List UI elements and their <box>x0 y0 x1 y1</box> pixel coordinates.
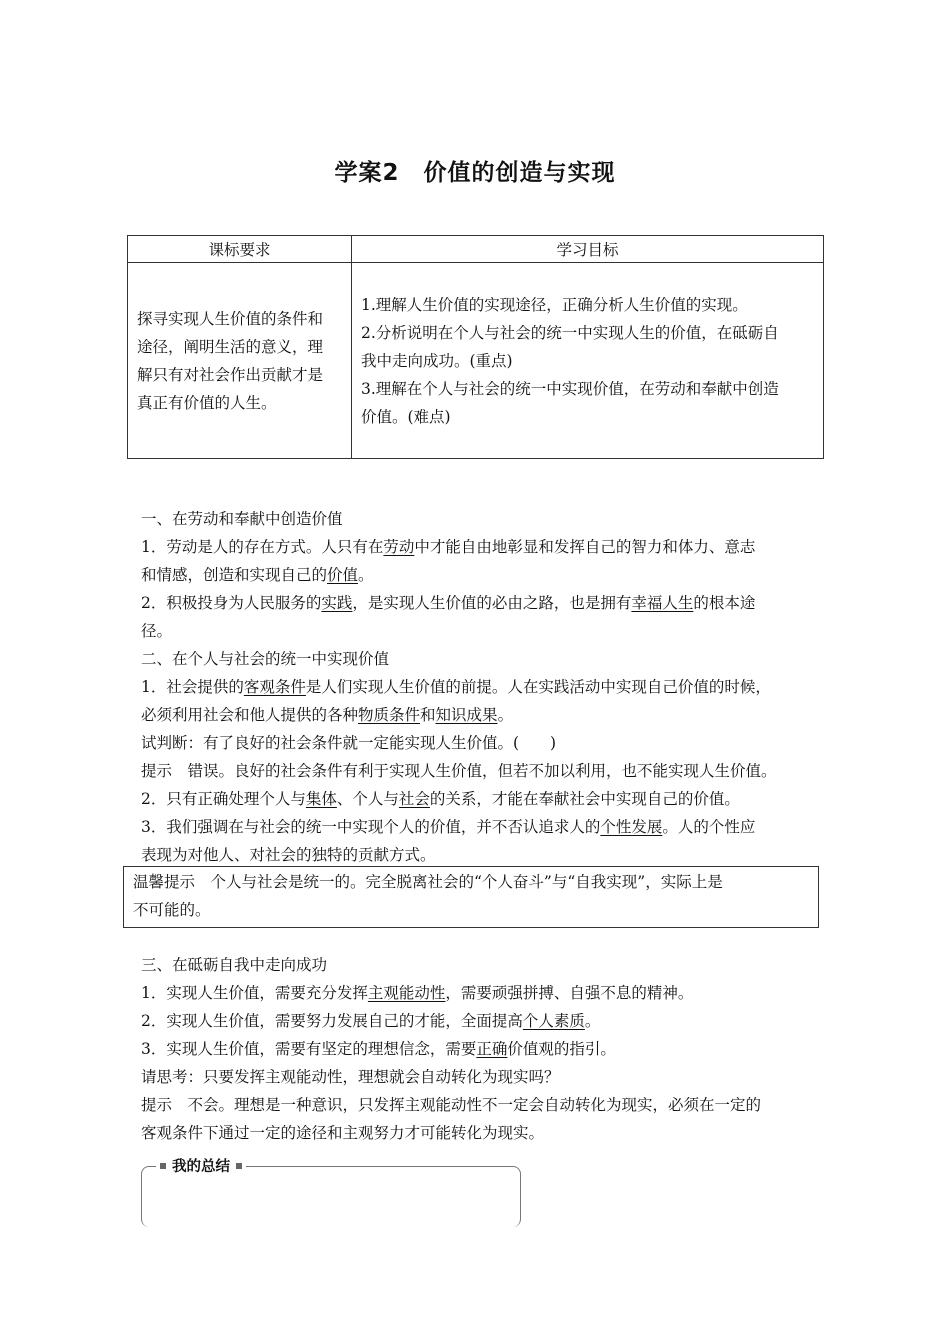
goal-line: 我中走向成功。(重点) <box>361 351 513 370</box>
blank-answer: 幸福人生 <box>631 594 694 612</box>
summary-header <box>156 1155 246 1176</box>
square-bullet-icon <box>160 1163 166 1169</box>
section3-line: 2．实现人生价值，需要努力发展自己的才能，全面提高个人素质。 <box>141 1012 601 1030</box>
table-header-standard: 课标要求 <box>128 236 352 263</box>
section1-line: 2．积极投身为人民服务的实践，是实现人生价值的必由之路，也是拥有幸福人生的根本途 <box>141 594 756 612</box>
goal-line: 3.理解在个人与社会的统一中实现价值，在劳动和奉献中创造 <box>361 379 779 398</box>
standard-line: 真正有价值的人生。 <box>137 393 277 412</box>
goal-line: 2.分析说明在个人与社会的统一中实现人生的价值，在砥砺自 <box>361 323 779 342</box>
standard-cell <box>128 263 352 459</box>
blank-answer: 物质条件 <box>358 706 421 724</box>
section3-heading: 三、在砥砺自我中走向成功 <box>141 956 328 974</box>
requirements-table <box>127 235 824 459</box>
section3-line: 1．实现人生价值，需要充分发挥主观能动性，需要顽强拼搏、自强不息的精神。 <box>141 984 694 1002</box>
standard-line: 探寻实现人生价值的条件和 <box>137 309 324 328</box>
section2-heading: 二、在个人与社会的统一中实现价值 <box>141 650 390 668</box>
section1-line: 和情感，创造和实现自己的价值。 <box>141 566 374 584</box>
blank-answer: 价值 <box>327 566 359 584</box>
blank-answer: 客观条件 <box>243 678 306 696</box>
section2-line: 1．社会提供的客观条件是人们实现人生价值的前提。人在实践活动中实现自己价值的时候， <box>141 678 771 696</box>
blank-answer: 实践 <box>321 594 353 612</box>
section3-line: 3．实现人生价值，需要有坚定的理想信念，需要正确价值观的指引。 <box>141 1040 616 1058</box>
judge-hint: 提示 错误。良好的社会条件有利于实现人生价值，但若不加以利用，也不能实现人生价值。 <box>141 762 777 780</box>
blank-answer: 主观能动性 <box>367 984 446 1002</box>
section2-line: 2．只有正确处理个人与集体、个人与社会的关系，才能在奉献社会中实现自己的价值。 <box>141 790 740 808</box>
section2-line: 必须利用社会和他人提供的各种物质条件和知识成果。 <box>141 706 514 724</box>
blank-answer: 集体 <box>305 790 337 808</box>
section2-line: 3．我们强调在与社会的统一中实现个人的价值，并不否认追求人的个性发展。人的个性应 <box>141 818 756 836</box>
standard-line: 途径，阐明生活的意义，理 <box>137 337 324 356</box>
blank-answer: 劳动 <box>383 538 415 556</box>
blank-answer: 知识成果 <box>435 706 498 724</box>
warm-tip-line: 温馨提示 个人与社会是统一的。完全脱离社会的“个人奋斗”与“自我实现”，实际上是 <box>133 873 723 891</box>
think-question: 请思考：只要发挥主观能动性，理想就会自动转化为现实吗？ <box>141 1068 560 1086</box>
blank-answer: 个性发展 <box>600 818 663 836</box>
judge-question: 试判断：有了良好的社会条件就一定能实现人生价值。( ) <box>141 734 557 752</box>
blank-answer: 个人素质 <box>522 1012 585 1030</box>
standard-line: 解只有对社会作出贡献才是 <box>137 365 324 384</box>
think-hint: 提示 不会。理想是一种意识，只发挥主观能动性不一定会自动转化为现实，必须在一定的 <box>141 1096 762 1114</box>
summary-title: 我的总结 <box>172 1159 230 1175</box>
section1-line: 1．劳动是人的存在方式。人只有在劳动中才能自由地彰显和发挥自己的智力和体力、意志 <box>141 538 756 556</box>
goal-line: 1.理解人生价值的实现途径，正确分析人生价值的实现。 <box>361 295 748 314</box>
blank-answer: 正确 <box>476 1040 508 1058</box>
think-hint: 客观条件下通过一定的途径和主观努力才可能转化为现实。 <box>141 1124 545 1142</box>
warm-tip-line: 不可能的。 <box>133 901 211 919</box>
section2-line: 表现为对他人、对社会的独特的贡献方式。 <box>141 846 436 864</box>
goals-cell <box>352 263 824 459</box>
table-header-goals: 学习目标 <box>352 236 824 263</box>
warm-tip-box <box>123 866 819 928</box>
goal-line: 价值。(难点) <box>361 407 451 426</box>
page-title: 学案2 价值的创造与实现 <box>334 160 616 186</box>
section1-heading: 一、在劳动和奉献中创造价值 <box>141 510 343 528</box>
blank-answer: 社会 <box>398 790 430 808</box>
square-bullet-icon <box>236 1163 242 1169</box>
section1-line: 径。 <box>141 622 173 640</box>
